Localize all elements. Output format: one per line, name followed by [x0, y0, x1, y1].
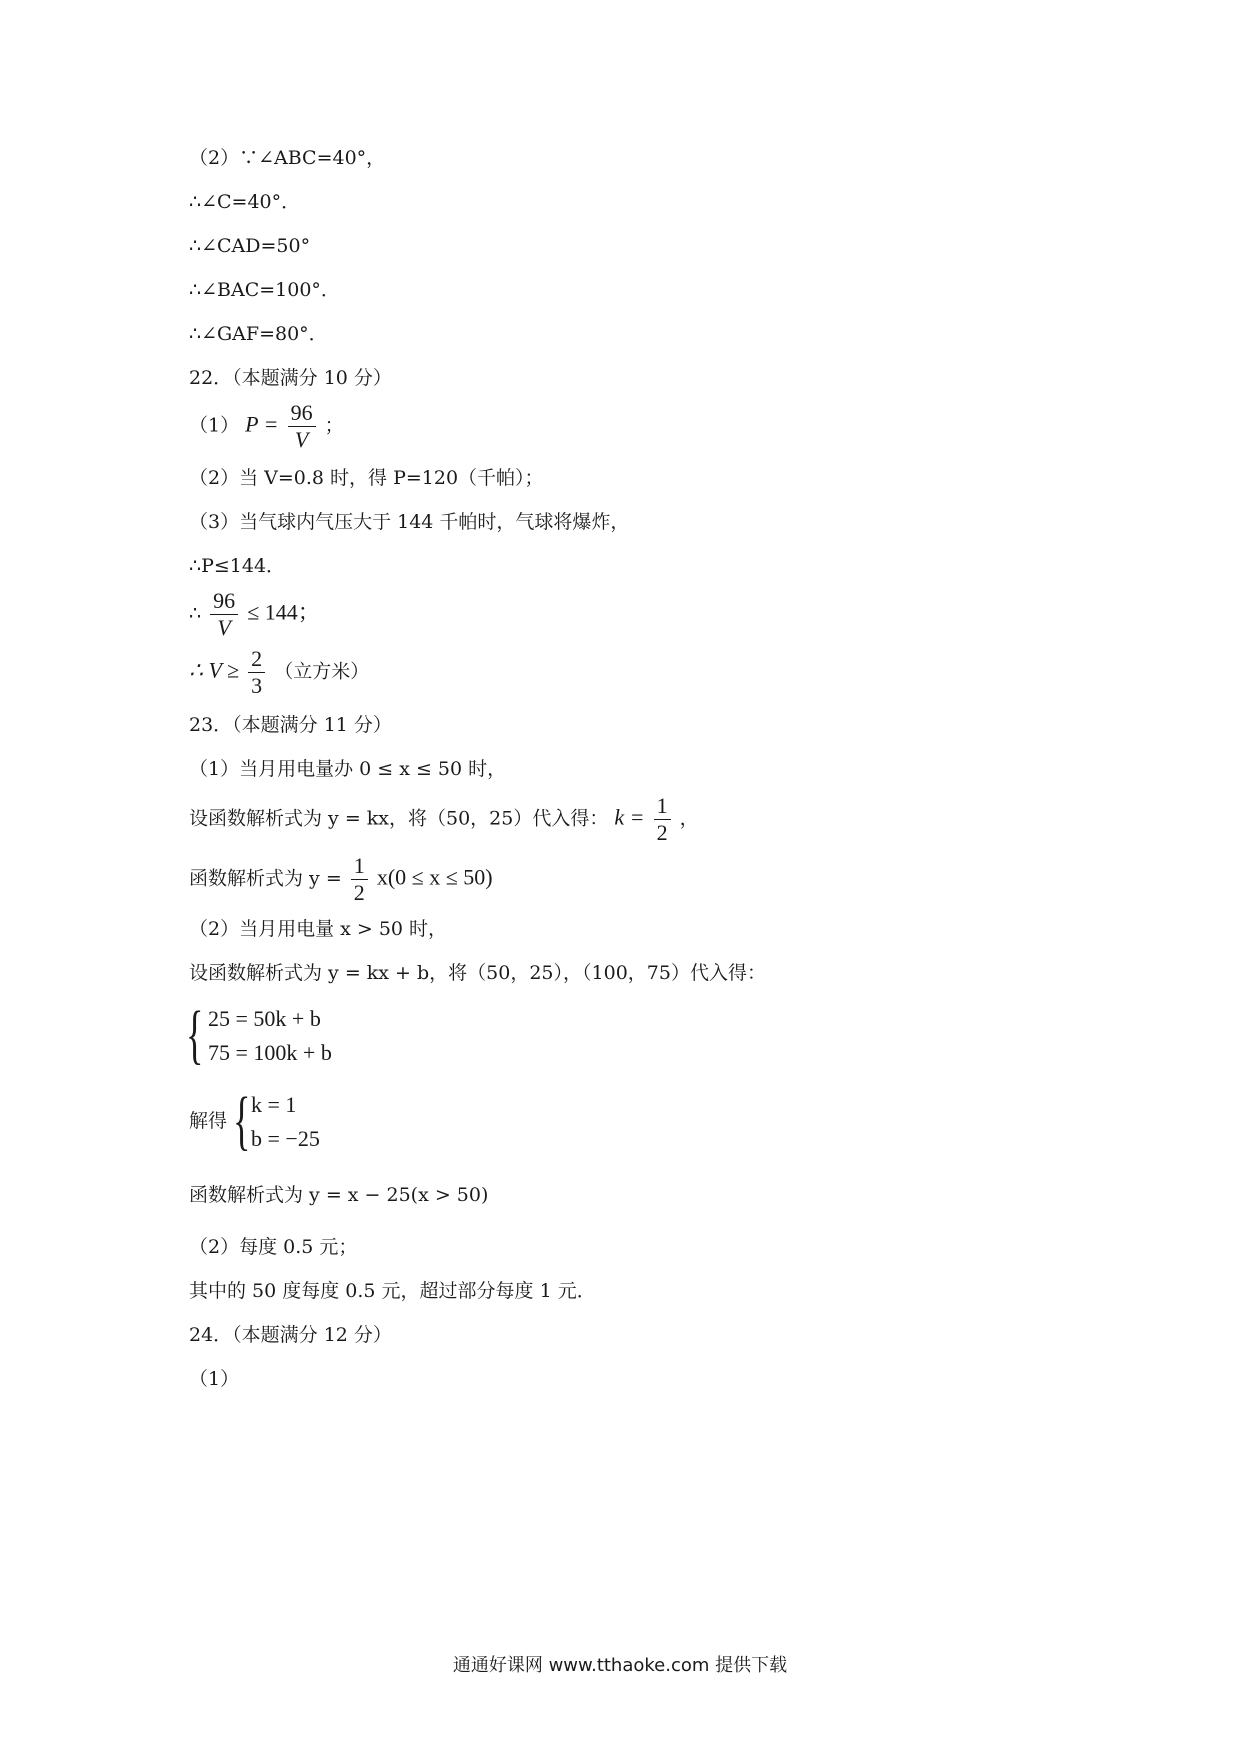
q23-function-1-fraction	[351, 853, 368, 906]
q22-volume-lhs: ∴ V ≥	[189, 657, 240, 683]
q22-part1	[189, 400, 344, 453]
q23-system-eq1: 25 = 50k + b	[208, 1006, 321, 1031]
q23-k-numerator: 1	[654, 793, 671, 820]
q23-k-fraction	[654, 793, 671, 846]
q22-volume-denominator: 3	[251, 673, 263, 698]
q22-inequality-fraction	[189, 588, 320, 641]
q23-solution-b: b = −25	[251, 1126, 320, 1151]
question-22-title: 22．（本题满分 10 分）	[189, 367, 392, 389]
q22-volume-result	[189, 646, 369, 699]
q22-inequality-rhs: ≤ 144；	[247, 599, 320, 625]
q23-function-1-prefix: 函数解析式为 y =	[189, 867, 342, 890]
q23-k-denominator: 2	[656, 820, 668, 845]
q22-fraction-denominator: V	[217, 615, 231, 640]
q22-volume-fraction	[248, 646, 265, 699]
q24-part1: （1）	[189, 1368, 240, 1390]
line-angle-bac: ∴∠BAC=100°．	[189, 279, 340, 301]
therefore-symbol: ∴	[189, 602, 202, 625]
q23-function-1-numerator: 1	[351, 853, 368, 880]
q22-volume-unit: （立方米）	[274, 660, 370, 683]
q22-fraction-96-over-v	[210, 588, 238, 641]
q22-part1-suffix: ；	[324, 414, 344, 437]
q23-substitution-2: 设函数解析式为 y = kx + b，将（50，25），（100，75）代入得：	[189, 962, 766, 984]
q23-function-1-domain: x(0 ≤ x ≤ 50)	[376, 864, 493, 890]
q22-part1-label: （1）	[189, 414, 240, 437]
line-angle-c: ∴∠C=40°．	[189, 191, 301, 213]
line-angle-cad: ∴∠CAD=50°	[189, 235, 311, 257]
q23-part1: （1）当月用电量办 0 ≤ x ≤ 50 时，	[189, 758, 507, 780]
q23-function-1-denominator: 2	[353, 880, 365, 905]
q22-part1-lhs: P =	[245, 411, 279, 437]
q23-k-lhs: k =	[614, 804, 645, 830]
question-23-title: 23．（本题满分 11 分）	[189, 714, 392, 736]
line-angle-gaf: ∴∠GAF=80°．	[189, 323, 328, 345]
q22-part3: （3）当气球内气压大于 144 千帕时，气球将爆炸，	[189, 511, 630, 533]
q23-function-2: 函数解析式为 y = x − 25(x > 50)	[189, 1184, 489, 1206]
q23-system-eq2: 75 = 100k + b	[208, 1040, 332, 1065]
left-brace: {	[186, 998, 204, 1071]
q23-price-per-unit: （2）每度 0.5 元；	[189, 1236, 358, 1258]
line-angle-abc: （2）∵∠ABC=40°，	[189, 147, 386, 169]
q22-volume-numerator: 2	[248, 646, 265, 673]
q22-part1-numerator: 96	[288, 400, 316, 427]
q22-inequality-p: ∴P≤144．	[189, 555, 286, 577]
q23-function-1	[189, 853, 493, 906]
q23-k-suffix: ，	[679, 807, 699, 830]
q22-fraction-numerator: 96	[210, 588, 238, 615]
q23-solve-label: 解得	[189, 1110, 228, 1132]
q22-part1-denominator: V	[294, 427, 309, 452]
page-footer: 通通好课网 www.tthaoke.com 提供下载	[452, 1655, 788, 1676]
q23-price-explanation: 其中的 50 度每度 0.5 元，超过部分每度 1 元．	[189, 1280, 596, 1302]
q22-part2: （2）当 V=0.8 时，得 P=120（千帕）；	[189, 467, 544, 489]
left-brace: {	[233, 1084, 251, 1157]
q23-part2: （2）当月用电量 x > 50 时，	[189, 918, 448, 940]
q22-part1-fraction	[288, 400, 316, 453]
question-24-title: 24．（本题满分 12 分）	[189, 1324, 392, 1346]
q23-substitution-text: 设函数解析式为 y = kx，将（50，25）代入得：	[189, 807, 609, 830]
q23-solution-k: k = 1	[251, 1092, 297, 1117]
q23-substitution-1	[189, 793, 699, 846]
